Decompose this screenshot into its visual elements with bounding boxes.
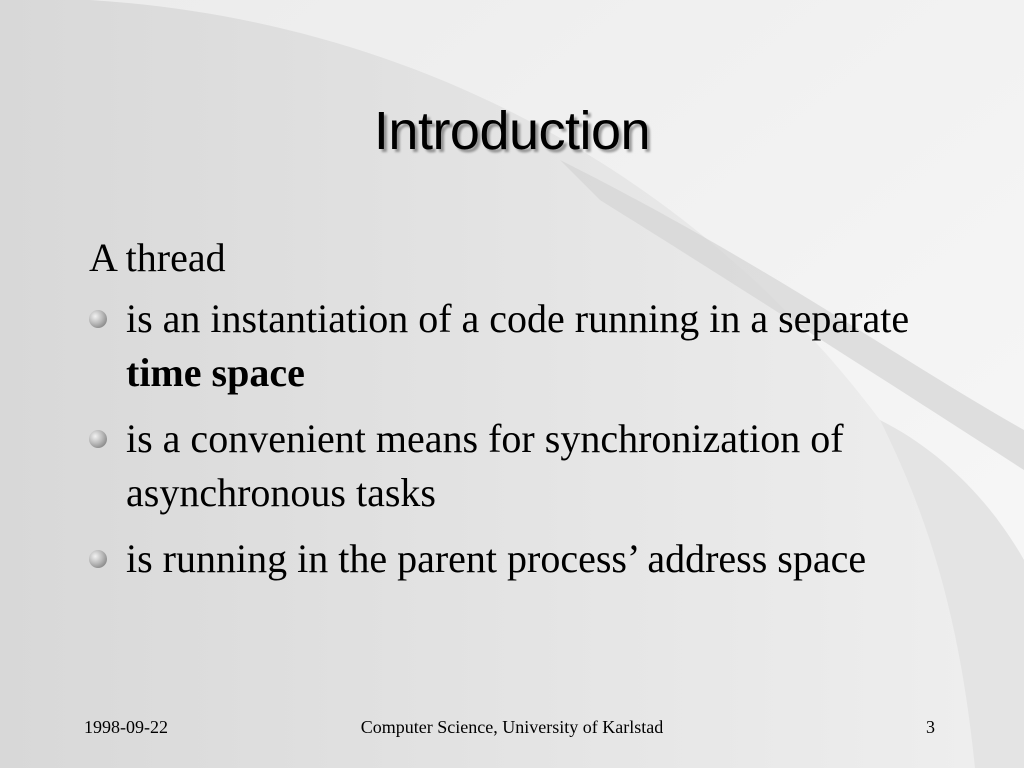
bullet-text: is a convenient means for synchronization of asynchronous tasks — [126, 416, 844, 515]
bullet-item — [89, 292, 939, 400]
bullet-item — [89, 412, 939, 520]
bullet-item — [89, 532, 939, 586]
bullet-list — [89, 292, 939, 598]
footer-date: 1998-09-22 — [84, 717, 168, 737]
lead-text: A thread — [89, 235, 226, 280]
bullet-dot-icon — [89, 550, 107, 568]
bullet-text: is running in the parent process’ address space — [126, 536, 867, 581]
footer-organization: Computer Science, University of Karlstad — [360, 717, 664, 737]
bullet-text: is an instantiation of a code running in a separate — [126, 296, 910, 341]
bullet-dot-icon — [89, 310, 107, 328]
slide-title: Introduction — [373, 101, 651, 161]
bullet-dot-icon — [89, 430, 107, 448]
footer-page-number: 3 — [926, 717, 935, 737]
bullet-bold-text: time space — [126, 350, 305, 395]
